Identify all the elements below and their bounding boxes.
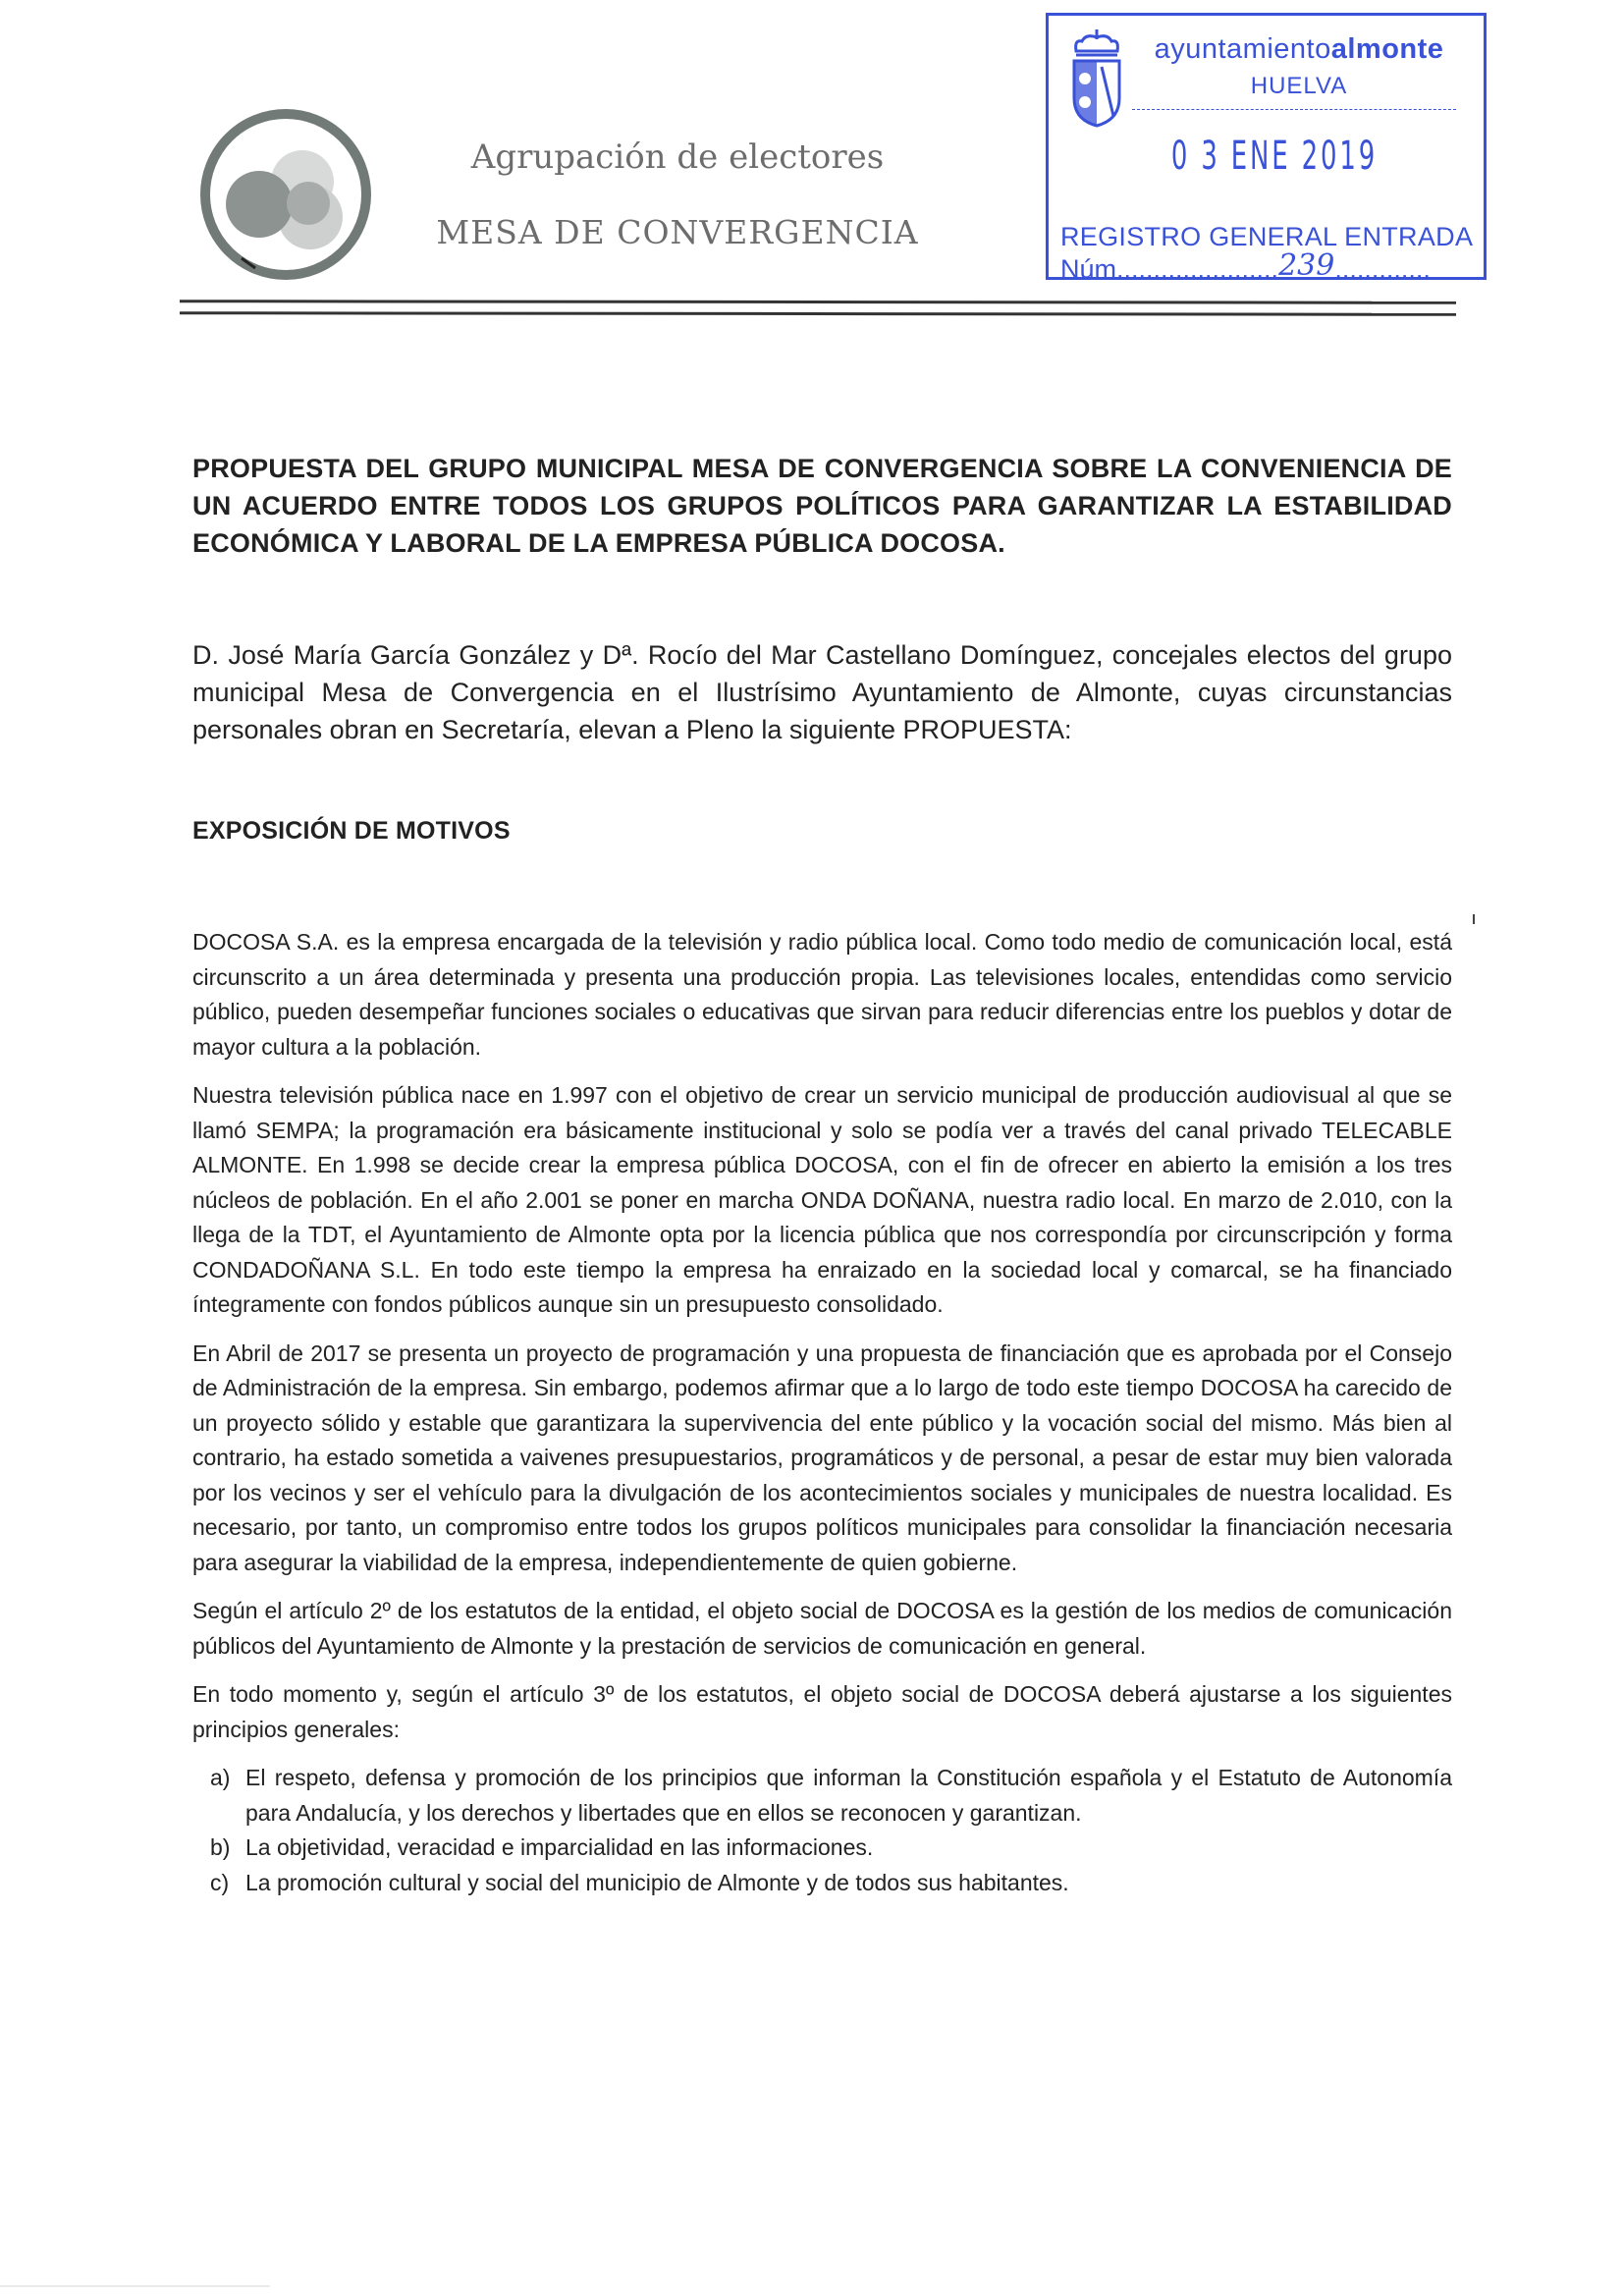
paragraph: En todo momento y, según el artículo 3º de los estatutos, el objeto social de DOCOSA deberá ajustarse a los siguientes principios generales: (192, 1681, 1452, 1742)
stamp-register-label: REGISTRO GENERAL ENTRADA (1060, 222, 1474, 251)
stamp-entry-number: Núm......................239............. (1060, 248, 1431, 284)
list-item: c) La promoción cultural y social del municipio de Almonte y de todos sus habitantes. (210, 1869, 1069, 1895)
header-divider (180, 311, 1456, 316)
section-heading: EXPOSICIÓN DE MOTIVOS (192, 817, 511, 845)
registration-stamp (1046, 13, 1487, 284)
organization-subtitle: Agrupación de electores (470, 137, 885, 177)
stamp-organization: ayuntamientoalmonte (1154, 33, 1444, 65)
motives-body (192, 925, 1452, 1900)
scan-edge (0, 2285, 270, 2287)
handwritten-number: 239 (1278, 248, 1335, 283)
list-item: b) La objetividad, veracidad e imparcialidad en las informaciones. (210, 1834, 874, 1860)
intro-paragraph: D. José María García González y Dª. Rocío del Mar Castellano Domínguez, concejales electos del grupo municipal Mesa de Convergencia en el Ilustrísimo Ayuntamiento de Almonte, cuyas circunstancias personales obran en Secretaría, elevan a Pleno la siguiente PROPUESTA: (192, 640, 1452, 744)
principles-list (192, 1761, 1452, 1900)
stamp-date: 0 3 ENE 2019 (1170, 134, 1379, 179)
stamp-city: HUELVA (1250, 73, 1348, 99)
scan-mark (1473, 914, 1475, 924)
organization-name: MESA DE CONVERGENCIA (436, 213, 919, 251)
proposal-title: PROPUESTA DEL GRUPO MUNICIPAL MESA DE CONVERGENCIA SOBRE LA CONVENIENCIA DE UN ACUERDO ENTRE TODOS LOS GRUPOS POLÍTICOS PARA GARANTIZAR LA ESTABILIDAD ECONÓMICA Y LABORAL DE LA EMPRESA PÚBLICA DOCOSA. (192, 454, 1452, 558)
paragraph: Nuestra televisión pública nace en 1.997 con el objetivo de crear un servicio municipal de producción audiovisual al que se llamó SEMPA; la programación era básicamente institucional y solo se podía ver a través del canal privado TELECABLE ALMONTE. En 1.998 se decide crear la empresa pública DOCOSA, con el fin de ofrecer en abierto la emisión a los tres núcleos de población. En el año 2.001 se poner en marcha ONDA DOÑANA, nuestra radio local. En marzo de 2.010, con la llega de la TDT, el Ayuntamiento de Almonte opta por la licencia pública que nos correspondía por circunscripción y forma CONDADOÑANA S.L. En todo este tiempo la empresa ha enraizado en la sociedad local y comarcal, se ha financiado íntegramente con fondos públicos aunque sin un presupuesto consolidado. (192, 1082, 1452, 1317)
paragraph: DOCOSA S.A. es la empresa encargada de la televisión y radio pública local. Como todo medio de comunicación local, está circunscrito a un área determinada y presenta una producción propia. Las televisiones locales, entendidas como servicio público, pueden desempeñar funciones sociales o educativas que sirvan para reducir diferencias entre los pueblos y dotar de mayor cultura a la población. (192, 929, 1452, 1060)
stamp-divider (1132, 109, 1456, 110)
header-divider (180, 300, 1456, 304)
paragraph: En Abril de 2017 se presenta un proyecto de programación y una propuesta de financiación que es aprobada por el Consejo de Administración de la empresa. Sin embargo, podemos afirmar que a lo largo de todo este tiempo DOCOSA ha carecido de un proyecto sólido y estable que garantizara la supervivencia del ente público y la vocación social del mismo. Más bien al contrario, ha estado sometida a vaivenes presupuestarios, programáticos y de personal, a pesar de estar muy bien valorada por los vecinos y ser el vehículo para la divulgación de los acontecimientos sociales y municipales de nuestra localidad. Es necesario, por tanto, un compromiso entre todos los grupos políticos municipales para consolidar la financiación necesaria para asegurar la viabilidad de la empresa, independientemente de quien gobierne. (192, 1339, 1452, 1575)
convergence-circles-logo (192, 101, 379, 288)
coat-of-arms-icon (1068, 29, 1125, 128)
list-item: a) El respeto, defensa y promoción de los principios que informan la Constitución española y el Estatuto de Autonomía para Andalucía, y los derechos y libertades que en ellos se reconocen y garantizan. (210, 1765, 1452, 1826)
paragraph: Según el artículo 2º de los estatutos de la entidad, el objeto social de DOCOSA es la gestión de los medios de comunicación públicos del Ayuntamiento de Almonte y la prestación de servicios de comunicación en general. (192, 1598, 1452, 1659)
